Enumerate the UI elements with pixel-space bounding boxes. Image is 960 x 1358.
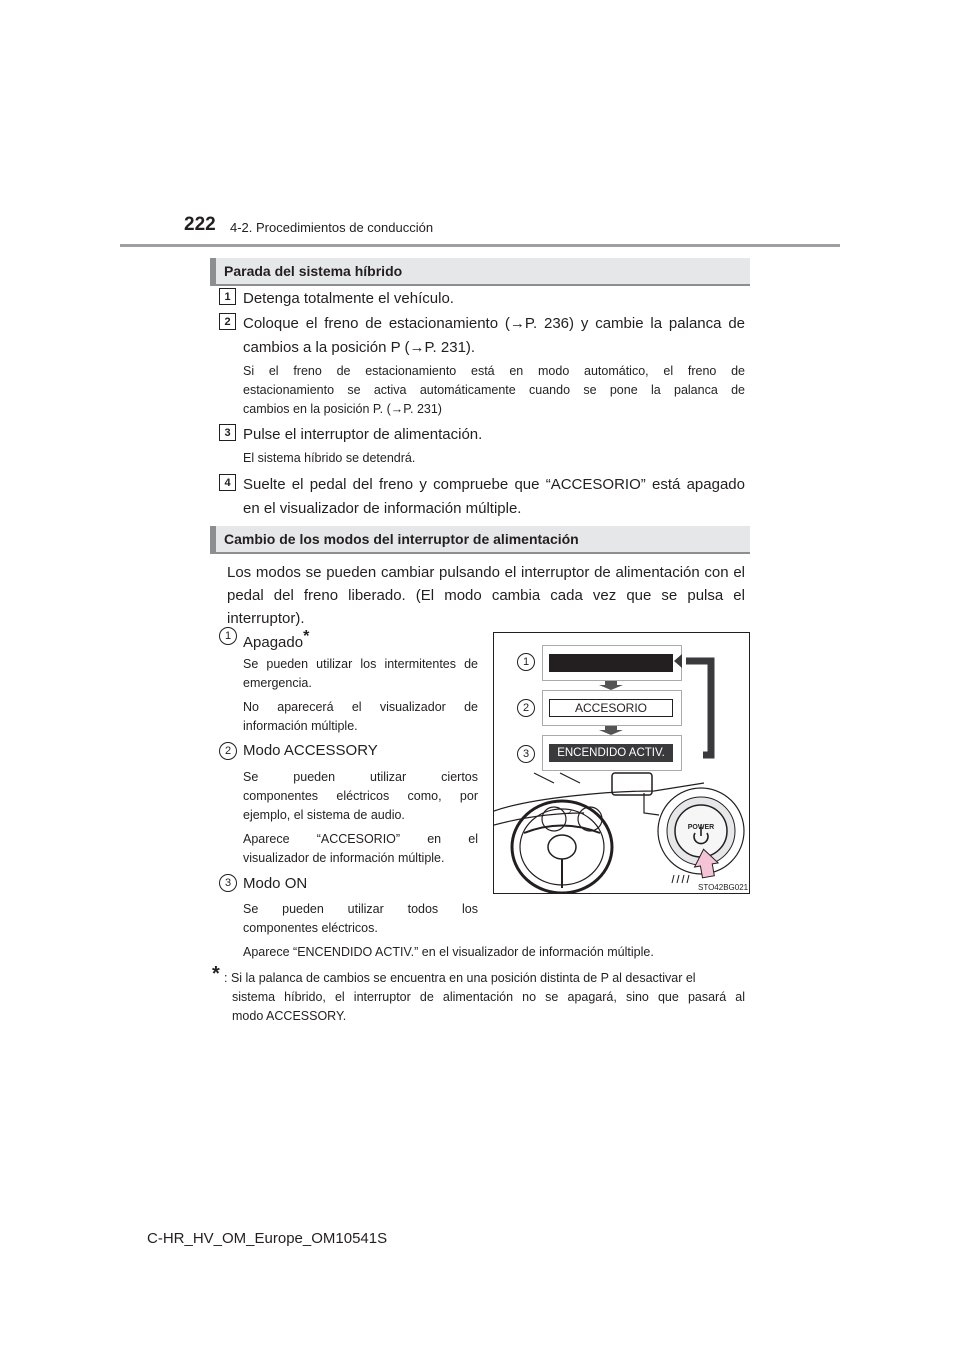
heading-bar — [210, 526, 216, 552]
illus-number-3: 3 — [517, 745, 535, 763]
power-label: POWER — [687, 824, 715, 831]
section-heading-stop — [210, 258, 750, 286]
step-4-line-2: en el visualizador de información múltiple. — [243, 500, 522, 517]
mode-2-p1-line-1: Se pueden utilizar ciertos — [243, 770, 478, 784]
mode-number-2: 2 — [219, 742, 237, 760]
mode-2-p2-line-2: visualizador de información múltiple. — [243, 851, 445, 865]
down-arrow-icon — [599, 681, 623, 735]
section-title: 4-2. Procedimientos de conducción — [230, 220, 434, 235]
illus-number-2: 2 — [517, 699, 535, 717]
mode-1-title-text: Apagado — [243, 634, 304, 651]
steering-wheel-drawing — [512, 801, 612, 893]
footer-document-id: C-HR_HV_OM_Europe_OM10541S — [147, 1230, 388, 1247]
mode-number-1: 1 — [219, 627, 237, 645]
mode-1-title — [243, 625, 309, 654]
page-number: 222 — [184, 214, 216, 235]
heading-text: Parada del sistema híbrido — [224, 263, 403, 279]
mode-2-p1-line-2: componentes eléctricos como, por — [243, 789, 478, 803]
footnote-line-1: : Si la palanca de cambios se encuentra en una posición distinta de P al desactivar el — [224, 971, 696, 985]
step-number-4: 4 — [219, 474, 236, 491]
mode-3-p1-line-1: Se pueden utilizar todos los — [243, 902, 478, 916]
mode-3-p2: Aparece “ENCENDIDO ACTIV.” en el visualizador de información múltiple. — [243, 945, 654, 959]
step-number-1: 1 — [219, 288, 236, 305]
footnote-asterisk: * — [212, 963, 220, 985]
mode-2-p2-line-1: Aparece “ACCESORIO” en el — [243, 832, 478, 846]
step-2-note-line-3: cambios en la posición P. (→P. 231) — [243, 402, 442, 416]
intro-line-1: Los modos se pueden cambiar pulsando el interruptor de alimentación con el — [227, 564, 745, 581]
step-number-2: 2 — [219, 313, 236, 330]
step-2-line-1: Coloque el freno de estacionamiento (→P. 236) y cambie la palanca de — [243, 315, 745, 332]
mode-1-p1-line-2: emergencia. — [243, 676, 312, 690]
heading-bar — [210, 258, 216, 284]
decorative-ticks — [672, 875, 689, 883]
step-1-text: Detenga totalmente el vehículo. — [243, 290, 454, 307]
cluster-mark-icon: ✓ — [566, 808, 574, 817]
section-heading-modes — [210, 526, 750, 554]
illustration-code: STO42BG021 — [698, 883, 749, 892]
step-3-note: El sistema híbrido se detendrá. — [243, 451, 416, 465]
header-rule — [120, 244, 840, 247]
cycle-arrow-icon — [674, 654, 711, 755]
mode-1-p2-line-2: información múltiple. — [243, 719, 358, 733]
mode-number-3: 3 — [219, 874, 237, 892]
power-mode-illustration — [493, 632, 750, 894]
intro-line-3: interruptor). — [227, 610, 305, 627]
illus-number-1: 1 — [517, 653, 535, 671]
mode-1-p2-line-1: No aparecerá el visualizador de — [243, 700, 478, 714]
display-on-screen: ENCENDIDO ACTIV. — [549, 744, 673, 762]
footnote-line-3: modo ACCESSORY. — [232, 1009, 347, 1023]
step-4-line-1: Suelte el pedal del freno y compruebe que “ACCESORIO” está apagado — [243, 476, 745, 493]
mode-3-p1-line-2: componentes eléctricos. — [243, 921, 378, 935]
illustration-drawing — [494, 633, 750, 894]
asterisk-mark: * — [303, 628, 310, 645]
mode-2-p1-line-3: ejemplo, el sistema de audio. — [243, 808, 405, 822]
display-accessory-screen: ACCESORIO — [549, 699, 673, 717]
footnote-line-2: sistema híbrido, el interruptor de alimentación no se apagará, sino que pasará al — [232, 990, 745, 1004]
mode-3-title: Modo ON — [243, 875, 308, 892]
step-2-note-line-2: estacionamiento se activa automáticamente cuando se pone la palanca de — [243, 383, 745, 397]
heading-text: Cambio de los modos del interruptor de alimentación — [224, 531, 579, 547]
step-2-note-line-1: Si el freno de estacionamiento está en modo automático, el freno de — [243, 364, 745, 378]
step-2-line-2: cambios a la posición P (→P. 231). — [243, 339, 476, 356]
mode-1-p1-line-1: Se pueden utilizar los intermitentes de — [243, 657, 478, 671]
step-number-3: 3 — [219, 424, 236, 441]
intro-line-2: pedal del freno liberado. (El modo cambia cada vez que se pulsa el — [227, 587, 745, 604]
mode-2-title: Modo ACCESSORY — [243, 742, 378, 759]
step-3-text: Pulse el interruptor de alimentación. — [243, 426, 483, 443]
